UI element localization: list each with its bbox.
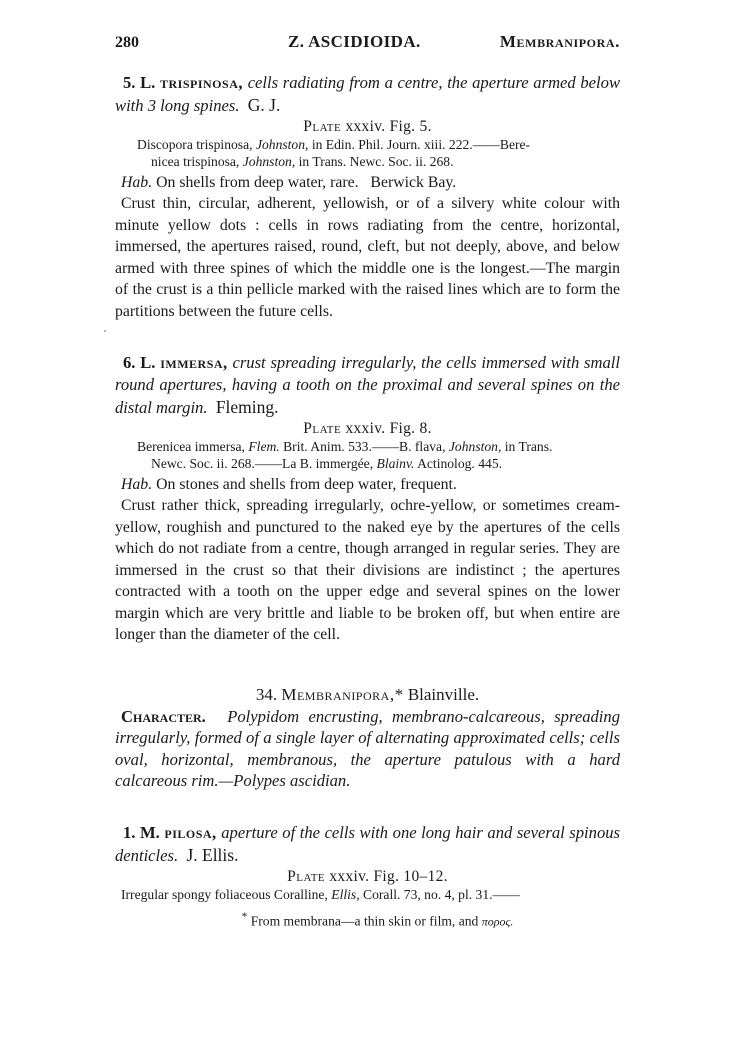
book-page	[115, 28, 620, 929]
species-authority: G. J.	[247, 95, 281, 115]
footnote-text: From membrana—a thin skin or film, and	[250, 913, 479, 929]
character-text: Polypidom encrusting, membrano-calcareous, spreading irregularly, formed of a single layer of alternating approximated cells; cells oval, horizontal, membranous, the aperture patulous with a hard calcareous rim.—Polypes ascidian.	[115, 706, 620, 790]
species-authority: J. Ellis.	[186, 844, 239, 865]
species-entry-pilosa	[115, 822, 620, 903]
synonymy: Irregular spongy foliaceous Coralline, Ellis, Corall. 73, no. 4, pl. 31.——	[121, 886, 520, 902]
genus-heading	[115, 684, 620, 706]
species-description: Crust rather thick, spreading irregularly, ochre-yellow, or sometimes cream-yellow, roughish and punctured to the naked eye by the apertures of the cells which do not radiate from a centre, though arranged in regular series. They are immersed in the crust so that their divisions are indistinct ; the apertures contracted with a tooth on the upper edge and several spines on the lower margin which are very brittle and liable to be broken off, but when entire are longer than the diameter of the cell.	[115, 497, 620, 643]
species-diagnosis: crust spreading irregularly, the cells immersed with small round apertures, having a tooth on the proximal and several spines on the distal margin.	[115, 353, 621, 417]
genus-entry-membranipora	[115, 684, 620, 792]
footnote	[115, 911, 620, 930]
footnote-marker: *	[241, 910, 248, 923]
species-entry-immersa	[115, 352, 620, 646]
species-heading	[115, 72, 620, 117]
habitat: Hab. On stones and shells from deep water, frequent.	[121, 476, 457, 493]
species-name: immersa,	[160, 353, 228, 372]
genus-name: Membranipora,*	[281, 684, 404, 704]
stray-print-mark	[104, 330, 106, 332]
plate-reference: Plate xxxiv. Fig. 10–12.	[287, 867, 448, 885]
species-name: pilosa,	[164, 822, 217, 842]
genus-character	[115, 706, 620, 792]
genus-number: 34.	[255, 684, 278, 704]
species-number: 6. L.	[123, 353, 156, 372]
species-diagnosis: cells radiating from a centre, the aperture armed below with 3 long spines.	[115, 73, 621, 115]
page-number: 280	[115, 34, 139, 51]
genus-authority: Blainville.	[407, 684, 480, 704]
synonymy: Discopora trispinosa, Johnston, in Edin. Phil. Journ. xiii. 222.——Bere- nicea trispinosa, Johnston, in Trans. Newc. Soc. ii. 268.	[137, 137, 531, 169]
running-title-center: Z. ASCIDIOIDA.	[288, 32, 421, 51]
plate-reference: Plate xxxiv. Fig. 5.	[303, 118, 432, 135]
synonymy: Berenicea immersa, Flem. Brit. Anim. 533.——B. flava, Johnston, in Trans. Newc. Soc. ii. 268.——La B. immergée, Blainv. Actinolog. 445.	[137, 439, 553, 471]
running-header	[115, 28, 620, 58]
species-diagnosis: aperture of the cells with one long hair and several spinous denticles.	[115, 822, 620, 865]
habitat: Hab. On shells from deep water, rare. Berwick Bay.	[121, 174, 457, 191]
species-number: 1. M.	[123, 822, 160, 842]
footnote-greek: πορος.	[481, 914, 514, 929]
character-label: Character.	[121, 706, 206, 726]
plate-reference: Plate xxxiv. Fig. 8.	[303, 420, 432, 437]
species-entry-trispinosa	[115, 72, 620, 322]
species-heading	[115, 352, 620, 419]
species-description: Crust thin, circular, adherent, yellowish, or of a silvery white colour with minute yellow dots : cells in rows radiating from the centre, horizontal, immersed, the apertures raised, round, cleft, but not deeply, above, and below armed with three spines of which the middle one is the longest.—The margin of the crust is a thin pellicle marked with the raised lines which are to form the partitions between the future cells.	[115, 195, 620, 320]
species-authority: Fleming.	[215, 397, 279, 417]
running-title-right: Membranipora.	[499, 32, 620, 51]
species-number: 5. L.	[123, 73, 156, 92]
species-heading	[115, 822, 620, 867]
species-name: trispinosa,	[160, 73, 244, 92]
